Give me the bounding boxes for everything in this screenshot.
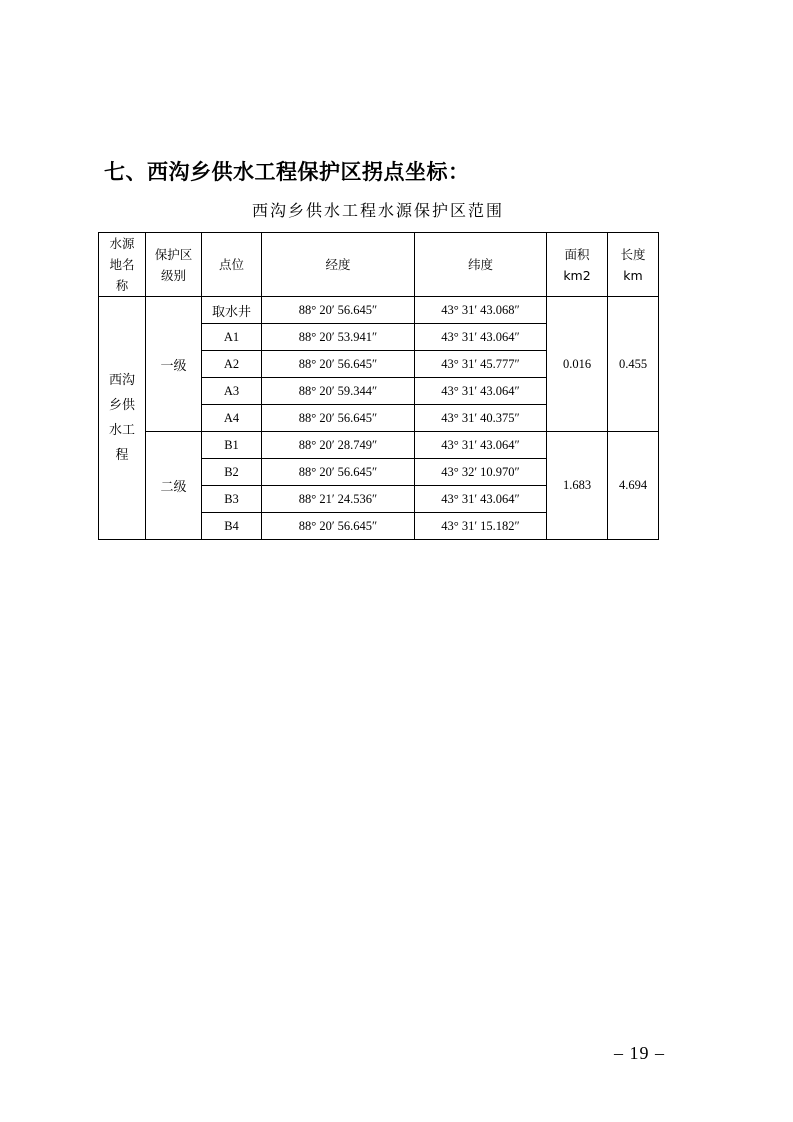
source-name-line: 西沟 [108, 373, 135, 388]
area-cell: 1.683 [547, 432, 608, 540]
longitude-cell: 88° 20′ 56.645″ [262, 297, 415, 324]
longitude-cell: 88° 20′ 28.749″ [262, 432, 415, 459]
longitude-cell: 88° 20′ 56.645″ [262, 513, 415, 540]
source-name-line: 水工 [108, 423, 135, 438]
header-level [146, 233, 202, 297]
latitude-cell: 43° 31′ 43.064″ [415, 432, 547, 459]
table-header-row [99, 233, 659, 297]
longitude-cell: 88° 20′ 56.645″ [262, 405, 415, 432]
header-source-name [99, 233, 146, 297]
longitude-cell: 88° 20′ 56.645″ [262, 459, 415, 486]
header-area [547, 233, 608, 297]
latitude-cell: 43° 31′ 45.777″ [415, 351, 547, 378]
source-name-line: 程 [115, 448, 129, 463]
point-cell: B2 [202, 459, 262, 486]
header-level-line: 级别 [160, 267, 186, 283]
point-cell: 取水井 [202, 297, 262, 324]
header-area-unit: km2 [563, 267, 591, 283]
point-cell: B1 [202, 432, 262, 459]
header-source-name-line: 水源 [109, 236, 135, 251]
point-cell: B3 [202, 486, 262, 513]
longitude-cell: 88° 20′ 56.645″ [262, 351, 415, 378]
point-cell: A1 [202, 324, 262, 351]
longitude-cell: 88° 20′ 59.344″ [262, 378, 415, 405]
latitude-cell: 43° 31′ 43.064″ [415, 486, 547, 513]
header-area-line: 面积 [564, 246, 590, 262]
length-cell: 0.455 [608, 297, 659, 432]
header-length-unit: km [623, 267, 643, 283]
source-name-cell [99, 297, 146, 540]
latitude-cell: 43° 31′ 40.375″ [415, 405, 547, 432]
latitude-cell: 43° 31′ 43.064″ [415, 324, 547, 351]
table-caption: 西沟乡供水工程水源保护区范围 [251, 201, 504, 220]
area-cell: 0.016 [547, 297, 608, 432]
latitude-cell: 43° 31′ 15.182″ [415, 513, 547, 540]
section-heading: 七、西沟乡供水工程保护区拐点坐标： [104, 160, 470, 184]
longitude-cell: 88° 20′ 53.941″ [262, 324, 415, 351]
page-number: – 19 – [614, 1043, 665, 1063]
header-length-line: 长度 [620, 246, 646, 262]
header-level-line: 保护区 [154, 246, 193, 262]
level-cell: 二级 [146, 432, 202, 540]
header-length [608, 233, 659, 297]
longitude-cell: 88° 21′ 24.536″ [262, 486, 415, 513]
point-cell: B4 [202, 513, 262, 540]
point-cell: A2 [202, 351, 262, 378]
header-source-name-line: 称 [115, 278, 129, 293]
latitude-cell: 43° 32′ 10.970″ [415, 459, 547, 486]
point-cell: A4 [202, 405, 262, 432]
point-cell: A3 [202, 378, 262, 405]
header-point: 点位 [202, 233, 262, 297]
latitude-cell: 43° 31′ 43.064″ [415, 378, 547, 405]
level-cell: 一级 [146, 297, 202, 432]
header-longitude: 经度 [262, 233, 415, 297]
table-row [99, 432, 659, 459]
header-source-name-line: 地名 [109, 257, 135, 272]
source-name-line: 乡供 [108, 398, 135, 413]
table-row [99, 297, 659, 324]
latitude-cell: 43° 31′ 43.068″ [415, 297, 547, 324]
length-cell: 4.694 [608, 432, 659, 540]
protection-zone-table [98, 232, 659, 540]
header-latitude: 纬度 [415, 233, 547, 297]
